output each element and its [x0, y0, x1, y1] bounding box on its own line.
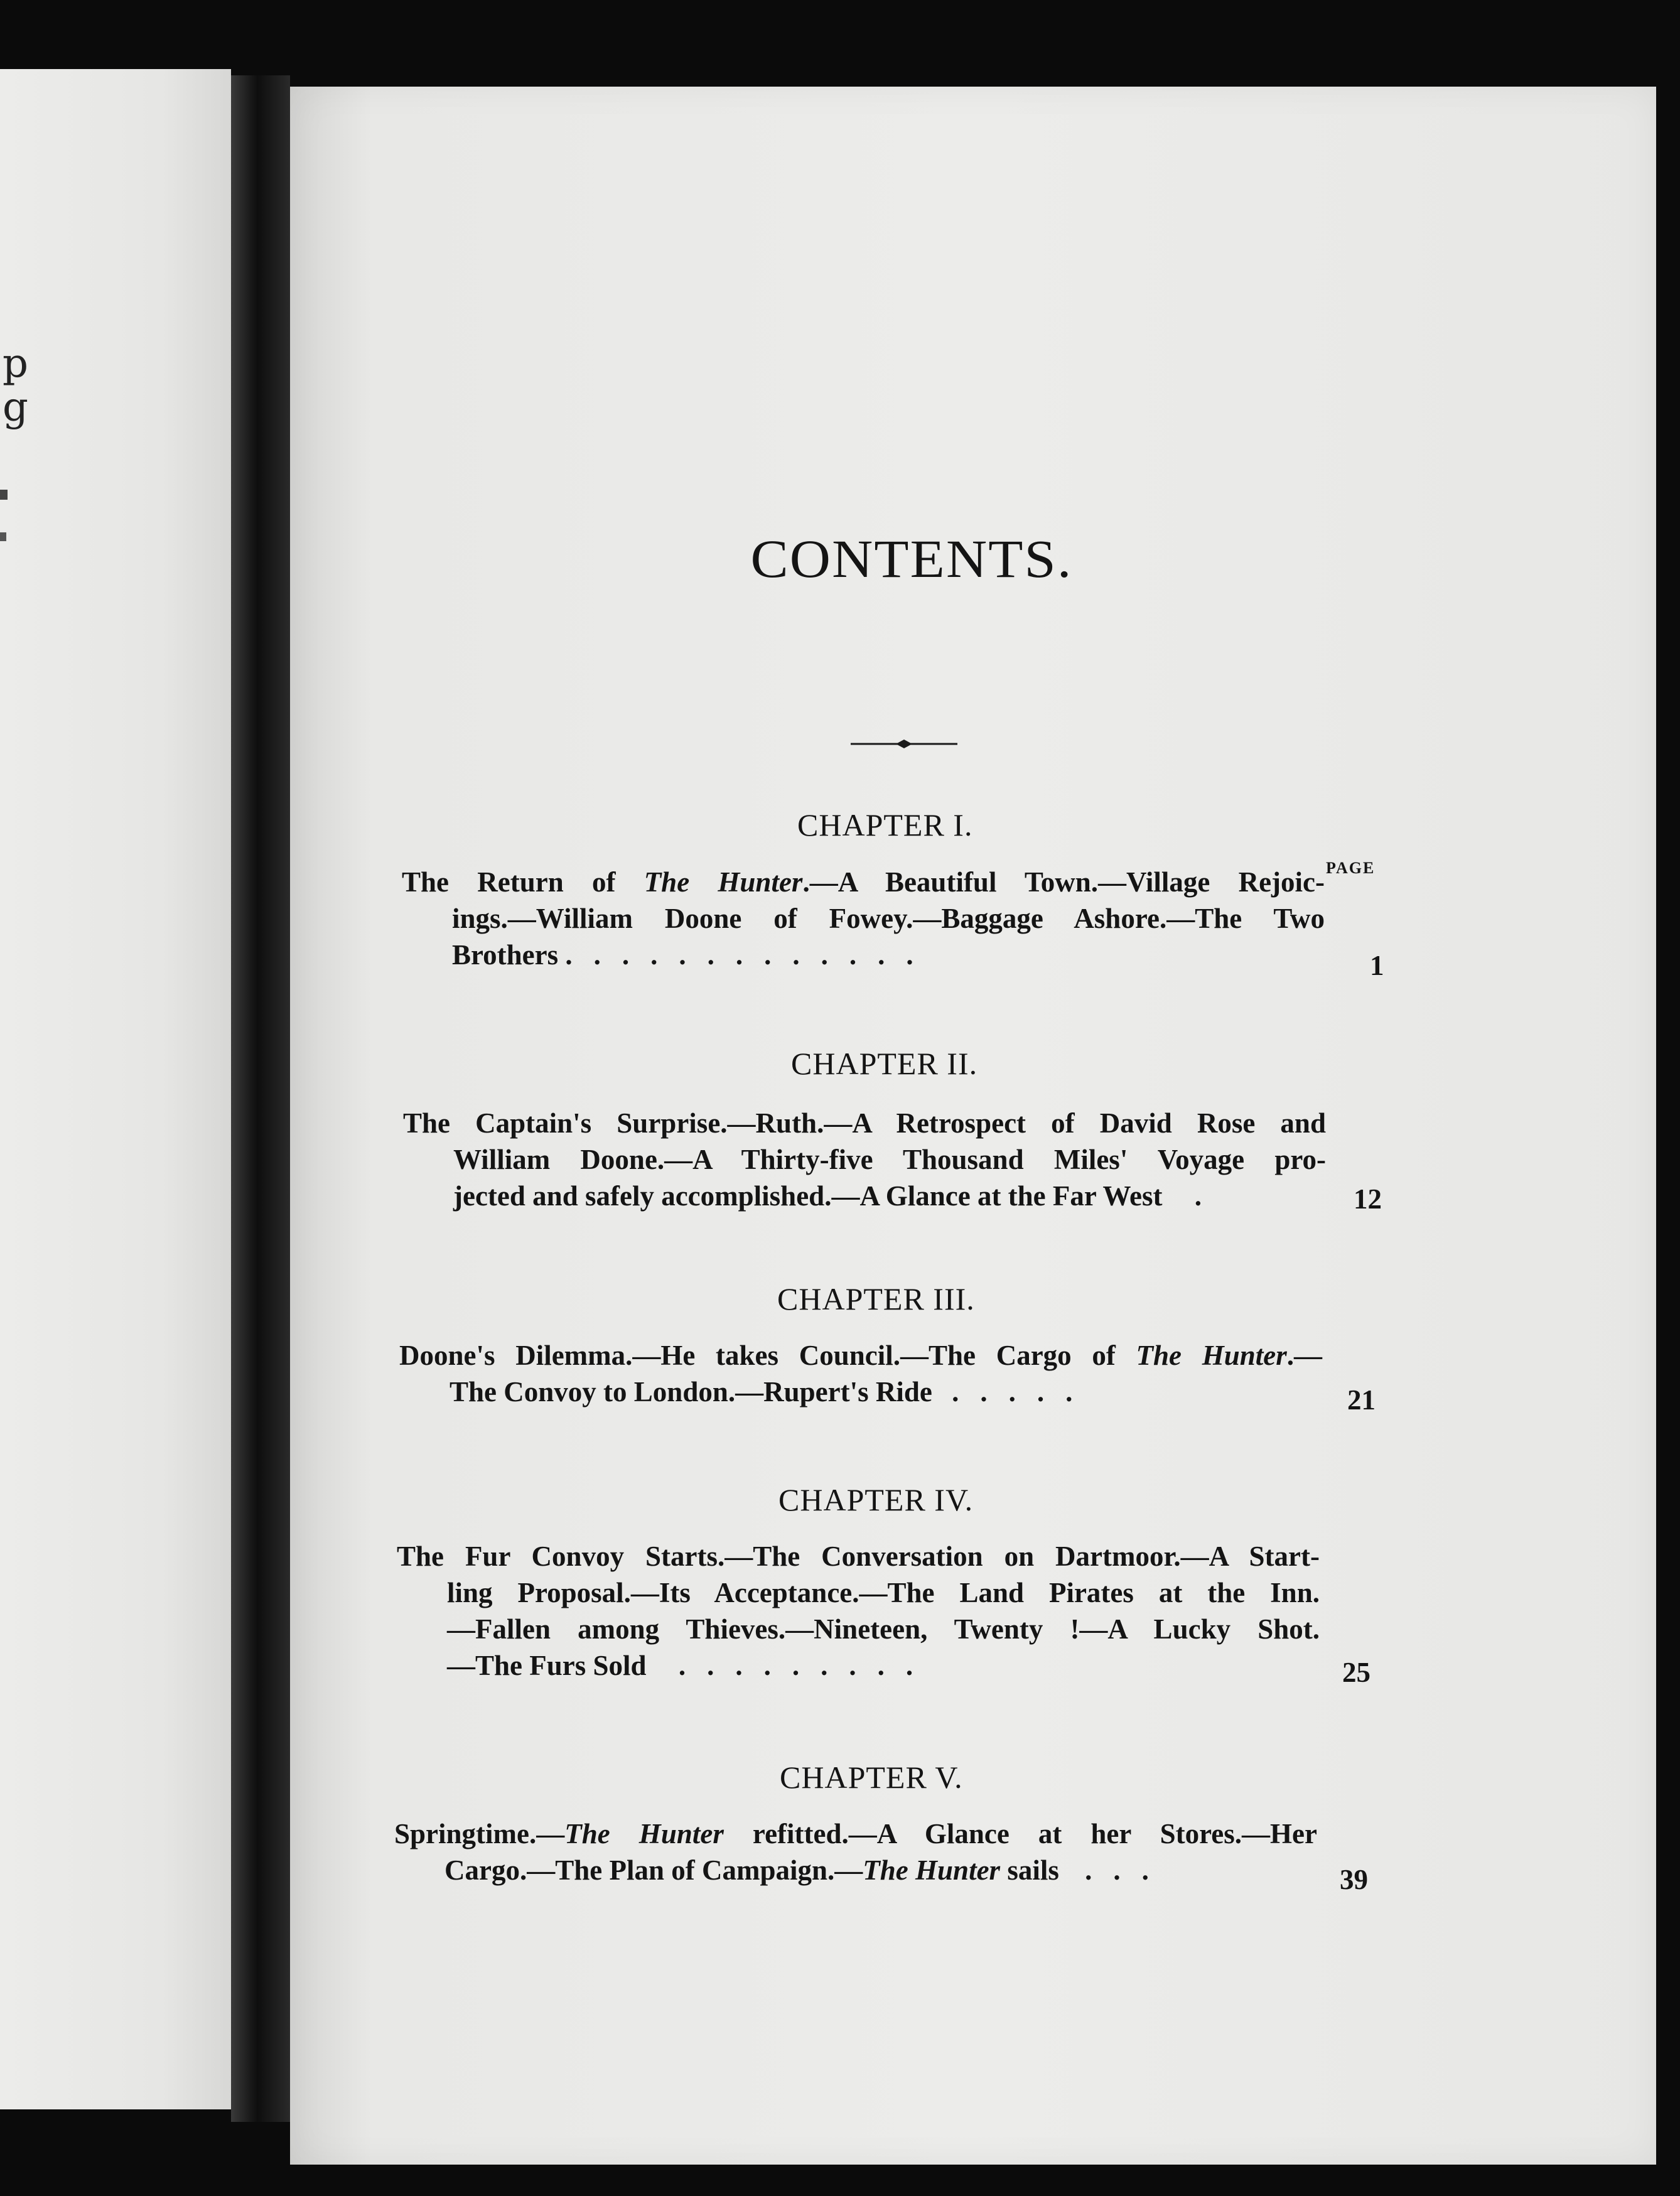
chapter-heading: CHAPTER III. — [777, 1281, 975, 1316]
chapter-heading: CHAPTER I. — [797, 807, 973, 842]
summary-line: The Convoy to London.—Rupert's Ride ..... — [450, 1376, 1094, 1407]
page-title: CONTENTS. — [750, 529, 1073, 589]
facing-page — [0, 69, 231, 2109]
summary-line: —Fallen among Thieves.—Nineteen, Twenty !—A Lucky Shot. — [447, 1613, 1320, 1645]
summary-line: William Doone.—A Thirty-five Thousand Miles' Voyage pro- — [453, 1144, 1326, 1175]
summary-line: The Return of The Hunter.—A Beautiful Town.—Village Rejoic- — [402, 866, 1325, 898]
chapter-heading: CHAPTER V. — [780, 1760, 963, 1795]
summary-line: —The Furs Sold ......... — [447, 1650, 935, 1681]
svg-text:g: g — [3, 384, 28, 431]
chapter-summary — [403, 1105, 1326, 1214]
summary-line: Doone's Dilemma.—He takes Council.—The Cargo of The Hunter.— — [399, 1340, 1322, 1371]
book-gutter — [231, 75, 290, 2122]
svg-text:p: p — [3, 340, 28, 387]
summary-line: Springtime.—The Hunter refitted.—A Glance at her Stores.—Her — [394, 1818, 1317, 1849]
chapter-summary — [394, 1816, 1317, 1888]
page-number: 25 — [1342, 1657, 1370, 1688]
summary-line: jected and safely accomplished.—A Glance at the Far West . — [453, 1180, 1223, 1212]
chapter-summary — [402, 864, 1325, 973]
divider-ornament — [851, 735, 957, 753]
summary-line: The Fur Convoy Starts.—The Conversation on Dartmoor.—A Start- — [397, 1541, 1320, 1572]
page-number: 39 — [1340, 1864, 1368, 1895]
facing-page-edge-marks — [0, 69, 231, 2109]
summary-line: ings.—William Doone of Fowey.—Baggage Ashore.—The Two — [452, 903, 1325, 934]
page-number: 12 — [1354, 1183, 1382, 1215]
summary-line: ling Proposal.—Its Acceptance.—The Land Pirates at the Inn. — [447, 1577, 1320, 1608]
page-number: 21 — [1347, 1384, 1376, 1416]
summary-line: The Captain's Surprise.—Ruth.—A Retrospect of David Rose and — [403, 1107, 1326, 1139]
chapter-heading: CHAPTER II. — [791, 1046, 978, 1081]
summary-line: Brothers ............. — [452, 939, 935, 971]
page-column-label: PAGE — [1326, 859, 1376, 877]
summary-line: Cargo.—The Plan of Campaign.—The Hunter sails ... — [444, 1854, 1170, 1886]
chapter-heading: CHAPTER IV. — [778, 1482, 974, 1517]
chapter-summary — [399, 1337, 1322, 1410]
page-number: 1 — [1370, 950, 1384, 981]
chapter-summary — [397, 1538, 1320, 1684]
